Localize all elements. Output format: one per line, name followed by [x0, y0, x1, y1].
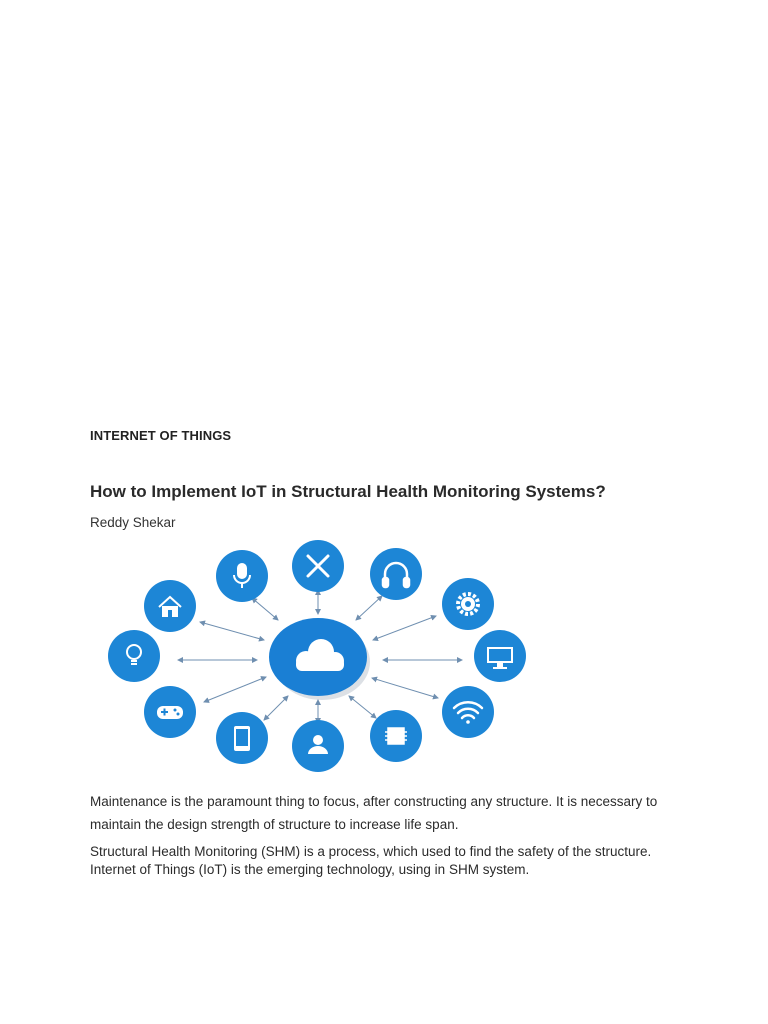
chip-icon [385, 728, 407, 744]
node-tools [292, 540, 344, 592]
cloud-hub [269, 618, 370, 700]
node-smartphone [216, 712, 268, 764]
node-lightbulb [108, 630, 160, 682]
smartphone-icon [234, 726, 250, 751]
node-chip [370, 710, 422, 762]
article-paragraph: Structural Health Monitoring (SHM) is a process, which used to find the safety of the structure. Internet of Things (IoT) is the emerging technology, using in SHM system. [90, 844, 652, 877]
node-user [292, 720, 344, 772]
node-headphones [370, 548, 422, 600]
node-gamepad [144, 686, 196, 738]
article-title: How to Implement IoT in Structural Health Monitoring Systems? [90, 482, 606, 501]
node-home [144, 580, 196, 632]
category-label: INTERNET OF THINGS [90, 428, 232, 443]
article-paragraph: Maintenance is the paramount thing to focus, after constructing any structure. It is necessary to maintain the design strength of structure to increase life span. [90, 794, 658, 832]
iot-diagram [100, 540, 540, 772]
node-wifi [442, 686, 494, 738]
iot-diagram-svg [100, 540, 540, 772]
node-gear [442, 578, 494, 630]
gamepad-icon [157, 706, 183, 719]
node-monitor [474, 630, 526, 682]
node-microphone [216, 550, 268, 602]
gear-icon [458, 594, 478, 614]
author-name: Reddy Shekar [90, 515, 176, 530]
